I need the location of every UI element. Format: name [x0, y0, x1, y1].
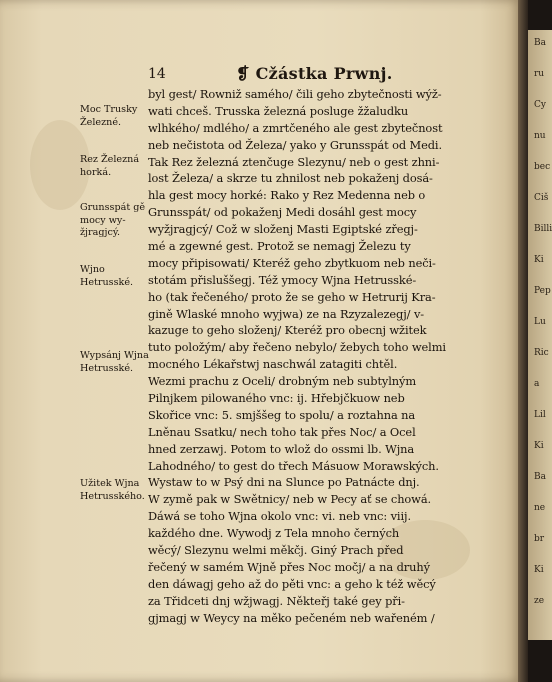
adjacent-page-fragment: bec	[534, 162, 551, 172]
adjacent-page-fragment: nu	[534, 131, 546, 141]
adjacent-page-fragment: Ki	[534, 441, 544, 451]
text-line: gině Wlaské mnoho wyjwa) ze na Rzyzalezegj/ v-	[148, 306, 425, 321]
margin-note: Užitek Wjna Hetrusského.	[80, 478, 145, 502]
text-line: Lněnau Ssatku/ nech toho tak přes Noc/ a Ocel	[148, 424, 416, 439]
text-line: Lahodného/ to gest do třech Másuow Morawských.	[148, 458, 439, 473]
adjacent-page-fragment: Ki	[534, 255, 544, 265]
margin-note: Rez Železná horká.	[80, 154, 140, 178]
adjacent-page-fragment: Ki	[534, 565, 544, 575]
running-title: ❡ Cžástka Prwnj.	[236, 64, 393, 83]
adjacent-page-fragment: Ba	[534, 38, 546, 48]
adjacent-page-fragment: Billi	[534, 224, 552, 234]
text-line: wěcý/ Slezynu welmi měkčj. Giný Prach před	[148, 543, 404, 558]
text-line: neb nečistota od Železa/ yako y Grunsspát od Medi.	[148, 137, 442, 152]
adjacent-page-fragment: br	[534, 534, 545, 544]
adjacent-page-fragment: Ric	[534, 348, 549, 358]
text-line: wyžjragjcý/ Což w složenj Masti Egiptské zřegj-	[148, 222, 418, 237]
text-line: Wezmi prachu z Oceli/ drobným neb subtylným	[148, 374, 417, 389]
text-line: Dáwá se toho Wjna okolo vnc: vi. neb vnc: viij.	[148, 509, 411, 524]
text-line: za Třidceti dnj wžjwagj. Někteřj také gey při-	[148, 593, 405, 608]
text-line: stotám přisluššegj. Též ymocy Wjna Hetrusské-	[148, 272, 417, 287]
text-line: hned zerzawj. Potom to wlož do ossmi lb. Wjna	[148, 441, 415, 456]
adjacent-page-fragment: a	[534, 379, 540, 389]
text-line: mocného Lékařstwj naschwál zatagiti chtěl.	[148, 357, 398, 372]
text-line: W zymě pak w Swětnicy/ neb w Pecy ať se chowá.	[148, 492, 432, 507]
adjacent-page-fragment: Pep	[534, 286, 551, 296]
adjacent-page-edge	[528, 30, 552, 640]
main-text-block	[148, 86, 498, 627]
text-line: každého dne. Wywodj z Tela mnoho černých	[148, 526, 400, 541]
text-line: kazuge to geho složenj/ Kteréž pro obecnj wžitek	[148, 323, 427, 338]
text-line: tuto položým/ aby řečeno nebylo/ žebych toho welmi	[148, 340, 446, 355]
margin-note: Wjno Hetrusské.	[80, 264, 134, 288]
page-number: 14	[148, 66, 166, 82]
text-line: wati chceš. Trusska železná posluge žžaludku	[148, 103, 409, 118]
adjacent-page-fragment: ru	[534, 69, 545, 79]
adjacent-page-fragment: ne	[534, 503, 546, 513]
text-line: Pilnjkem pilowaného vnc: ij. Hřebjčkuow neb	[148, 391, 405, 406]
text-line: lost Železa/ a skrze tu zhnilost neb pokaženj dosá-	[148, 171, 433, 186]
adjacent-page-fragment: Ba	[534, 472, 546, 482]
page-header	[148, 66, 488, 84]
text-line: řečený w samém Wjně přes Noc močj/ a na druhý	[148, 559, 430, 574]
text-line: wlhkého/ mdlého/ a zmrtčeného ale gest zbytečnost	[148, 120, 443, 135]
margin-note: Grunsspát gě mocy wy-žjragjcý.	[80, 202, 146, 238]
text-line: den dáwagj geho až do pěti vnc: a geho k též wěcý	[148, 576, 436, 591]
text-line: Tak Rez železná ztenčuge Slezynu/ neb o gest zhni-	[148, 154, 440, 169]
text-line: byl gest/ Rowniž samého/ čili geho zbytečnosti wýž-	[148, 87, 442, 101]
margin-note: Wypsánj Wjna Hetrusské.	[80, 350, 149, 374]
text-line: mé a zgewné gest. Protož se nemagj Železu ty	[148, 239, 411, 254]
adjacent-page-fragment: ze	[534, 596, 545, 606]
adjacent-page-fragment: Cy	[534, 100, 546, 110]
text-line: Wystaw to w Psý dni na Slunce po Patnácte dnj.	[148, 475, 420, 490]
adjacent-page-fragment: Lu	[534, 317, 546, 327]
text-line: Grunsspát/ od pokaženj Medi dosáhl gest mocy	[148, 205, 417, 220]
text-line: gjmagj w Weycy na měko pečeném neb wařeném /	[148, 610, 435, 625]
text-line: Skořice vnc: 5. smjššeg to spolu/ a roztahna na	[148, 407, 416, 422]
book-gutter	[518, 0, 528, 682]
margin-note: Moc Trusky Železné.	[80, 104, 138, 128]
text-line: ho (tak řečeného/ proto že se geho w Hetrurij Kra-	[148, 289, 436, 304]
text-line: hla gest mocy horké: Rako y Rez Medenna neb o	[148, 188, 426, 203]
adjacent-page-fragment: Ciš	[534, 193, 549, 203]
adjacent-page-fragment: Lil	[534, 410, 546, 420]
text-line: mocy připisowati/ Kteréž geho zbytkuom neb neči-	[148, 255, 436, 270]
